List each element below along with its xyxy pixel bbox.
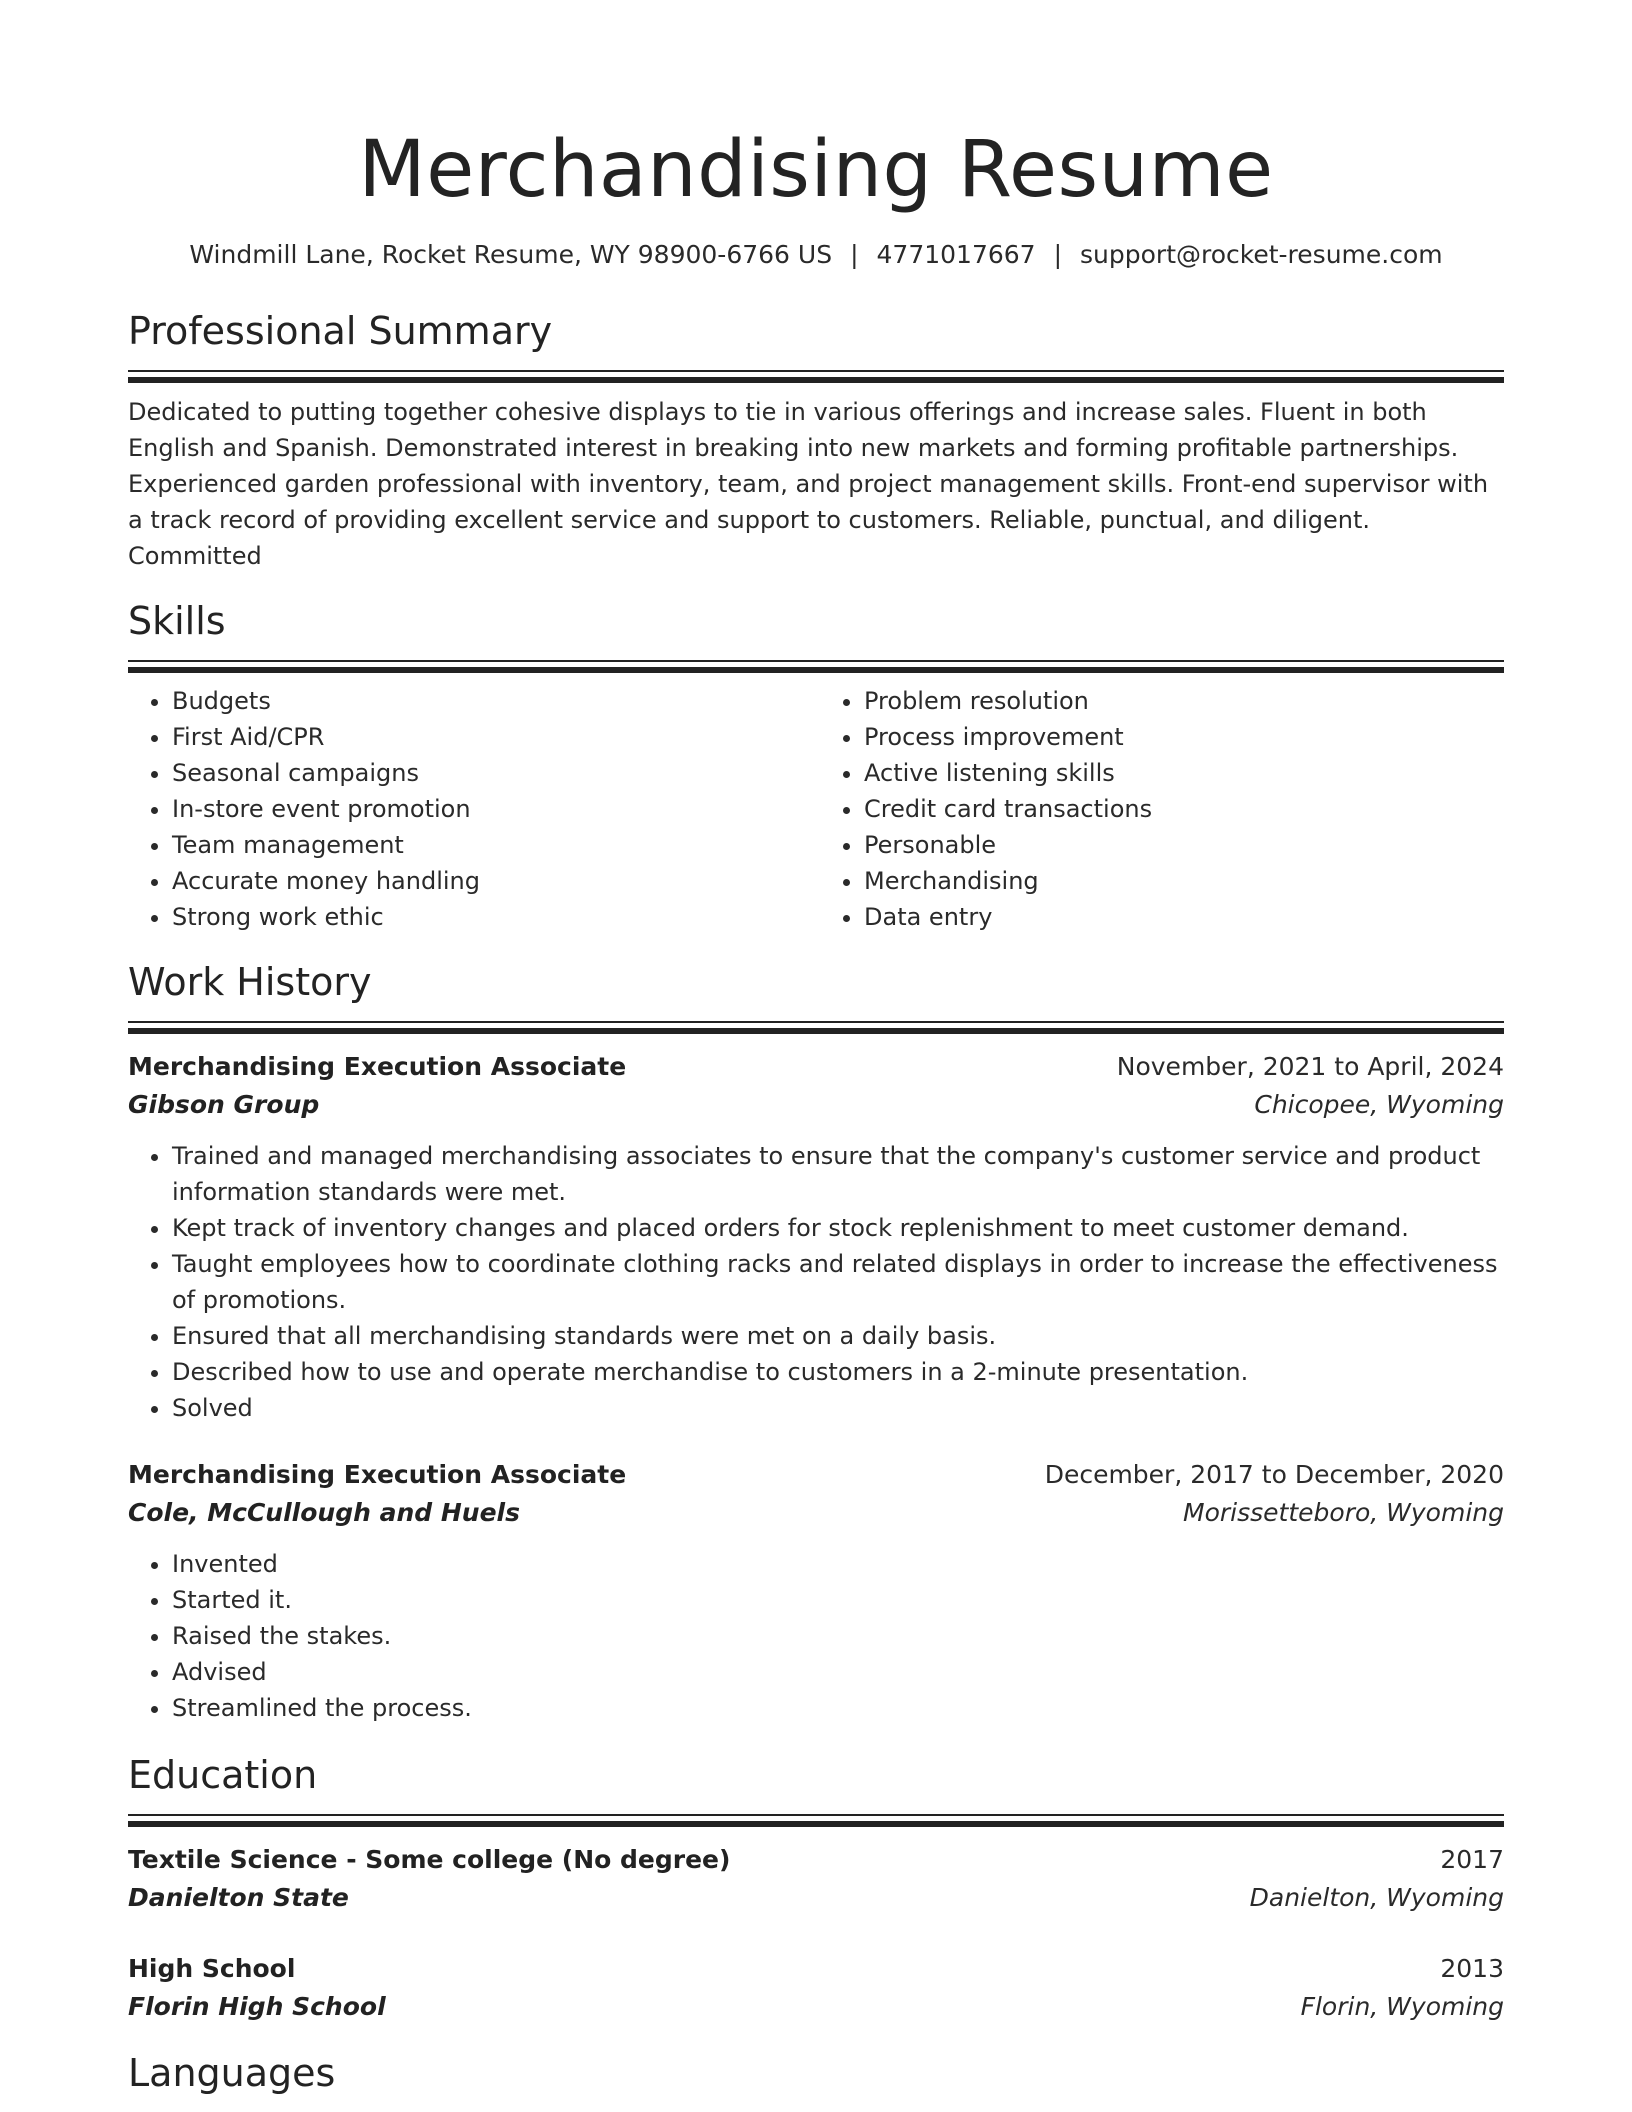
contact-line [128, 238, 1504, 272]
education-year: 2013 [1440, 1954, 1504, 1983]
skill-item: • First Aid/CPR [172, 719, 816, 755]
contact-separator: | [850, 240, 859, 269]
skill-item: • Credit card transactions [864, 791, 1504, 827]
skill-item: • Team management [172, 827, 816, 863]
skill-item: • Active listening skills [864, 755, 1504, 791]
job-location: Morissetteboro, Wyoming [1183, 1498, 1504, 1527]
education-location: Florin, Wyoming [1300, 1992, 1504, 2021]
job-bullet: • Ensured that all merchandising standards were met on a daily basis. [172, 1318, 1504, 1354]
skill-item: • Strong work ethic [172, 899, 816, 935]
job-bullet: • Trained and managed merchandising associates to ensure that the company's customer service and product information standards were met. [172, 1138, 1504, 1210]
job-bullet: • Described how to use and operate merchandise to customers in a 2-minute presentation. [172, 1354, 1504, 1390]
skills-column-left [128, 683, 816, 935]
job-bullet: • Advised [172, 1654, 1504, 1690]
job-dates: November, 2021 to April, 2024 [1116, 1052, 1504, 1081]
job-employer: Gibson Group [128, 1090, 320, 1119]
skill-item: • Merchandising [864, 863, 1504, 899]
education-location: Danielton, Wyoming [1249, 1883, 1504, 1912]
section-divider [128, 370, 1504, 381]
job-bullet: • Kept track of inventory changes and placed orders for stock replenishment to meet customer demand. [172, 1210, 1504, 1246]
job-employer: Cole, McCullough and Huels [128, 1498, 520, 1527]
education-year: 2017 [1440, 1845, 1504, 1874]
resume-name: Merchandising Resume [358, 125, 1274, 215]
section-education [128, 1750, 1504, 2026]
skills-grid [128, 683, 1504, 935]
skill-item: • Accurate money handling [172, 863, 816, 899]
job-title: Merchandising Execution Associate [128, 1460, 627, 1489]
skill-item: • In-store event promotion [172, 791, 816, 827]
skill-item: • Problem resolution [864, 683, 1504, 719]
education-degree: Textile Science - Some college (No degree) [128, 1845, 731, 1874]
job-bullet: • Solved [172, 1390, 1504, 1426]
education-degree: High School [128, 1954, 296, 1983]
skill-item: • Data entry [864, 899, 1504, 935]
section-divider [128, 1021, 1504, 1032]
job-bullets [128, 1546, 1504, 1726]
section-summary [128, 306, 1504, 574]
job-entry [128, 1048, 1504, 1426]
job-bullet: • Streamlined the process. [172, 1690, 1504, 1726]
skill-item: • Personable [864, 827, 1504, 863]
skill-item: • Seasonal campaigns [172, 755, 816, 791]
job-dates: December, 2017 to December, 2020 [1044, 1460, 1504, 1489]
job-bullet: • Taught employees how to coordinate clothing racks and related displays in order to increase the effectiveness of promotions. [172, 1246, 1504, 1318]
section-languages [128, 2048, 1504, 2098]
education-entry [128, 1841, 1504, 1917]
section-work-history [128, 957, 1504, 1726]
section-skills [128, 596, 1504, 935]
job-location: Chicopee, Wyoming [1254, 1090, 1504, 1119]
section-divider [128, 660, 1504, 671]
section-title-work: Work History [128, 960, 372, 1004]
skill-item: • Process improvement [864, 719, 1504, 755]
education-entry [128, 1950, 1504, 2026]
contact-address: Windmill Lane, Rocket Resume, WY 98900-6766 US [189, 240, 833, 269]
skills-column-right [816, 683, 1504, 935]
section-title-languages: Languages [128, 2051, 336, 2095]
job-entry [128, 1456, 1504, 1726]
contact-email: support@rocket-resume.com [1080, 240, 1443, 269]
job-title: Merchandising Execution Associate [128, 1052, 627, 1081]
contact-phone: 4771017667 [876, 240, 1036, 269]
summary-text: Dedicated to putting together cohesive displays to tie in various offerings and increase sales. Fluent in both English and Spanish. Demonstrated interest in breaking into new markets and forming profitable partnerships. Experienced garden professional with inventory, team, and project management skills. Front-end supervisor with a track record of providing excellent service and support to customers. Reliable, punctual, and diligent. Committed [128, 398, 1489, 570]
section-title-skills: Skills [128, 599, 226, 643]
skill-item: • Budgets [172, 683, 816, 719]
section-divider [128, 1814, 1504, 1825]
section-title-education: Education [128, 1753, 318, 1797]
section-title-summary: Professional Summary [128, 309, 553, 353]
contact-separator: | [1053, 240, 1063, 269]
education-school: Danielton State [128, 1883, 349, 1912]
job-bullet: • Raised the stakes. [172, 1618, 1504, 1654]
job-bullets [128, 1138, 1504, 1426]
resume-page [128, 0, 1504, 2098]
education-school: Florin High School [128, 1992, 386, 2021]
job-bullet: • Started it. [172, 1582, 1504, 1618]
job-bullet: • Invented [172, 1546, 1504, 1582]
